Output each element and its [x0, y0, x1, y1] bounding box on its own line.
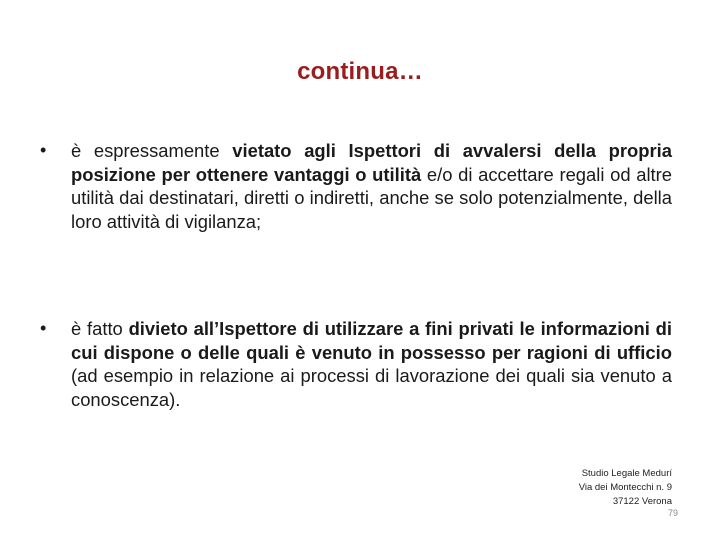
bullet-item-2 — [40, 317, 672, 411]
page-number: 79 — [667, 508, 678, 518]
bullet-list-1 — [40, 139, 672, 233]
bullet-dot-icon: • — [40, 318, 47, 338]
bullet-2-text-rest: (ad esempio in relazione ai processi di lavorazione dei quali sia venuto a conoscenza). — [71, 365, 672, 410]
slide-title: continua… — [297, 58, 423, 85]
footer-address — [512, 467, 672, 509]
bullet-list-2 — [40, 317, 672, 411]
bullet-2-text-emphasis: divieto all’Ispettore di utilizzare a fini privati le informazioni di cui dispone o delle quali è venuto in possesso per ragioni di ufficio — [71, 318, 672, 363]
footer-firm-name: Studio Legale Medurí — [581, 468, 672, 479]
bullet-item-1 — [40, 139, 672, 233]
bullet-1-text-intro: è espressamente — [71, 140, 233, 161]
footer-city: 37122 Verona — [612, 496, 672, 507]
bullet-dot-icon: • — [40, 140, 47, 160]
bullet-1-text-emphasis: vietato agli Ispettori di avvalersi della propria posizione per ottenere vantaggi o utilità — [71, 140, 672, 185]
bullet-1-text-rest: e/o di accettare regali od altre utilità dai destinatari, diretti o indiretti, anche se solo potenzialmente, della loro attività di vigilanza; — [71, 163, 672, 232]
footer-street: Via dei Montecchi n. 9 — [578, 482, 672, 493]
bullet-2-text-intro: è fatto — [71, 318, 129, 339]
